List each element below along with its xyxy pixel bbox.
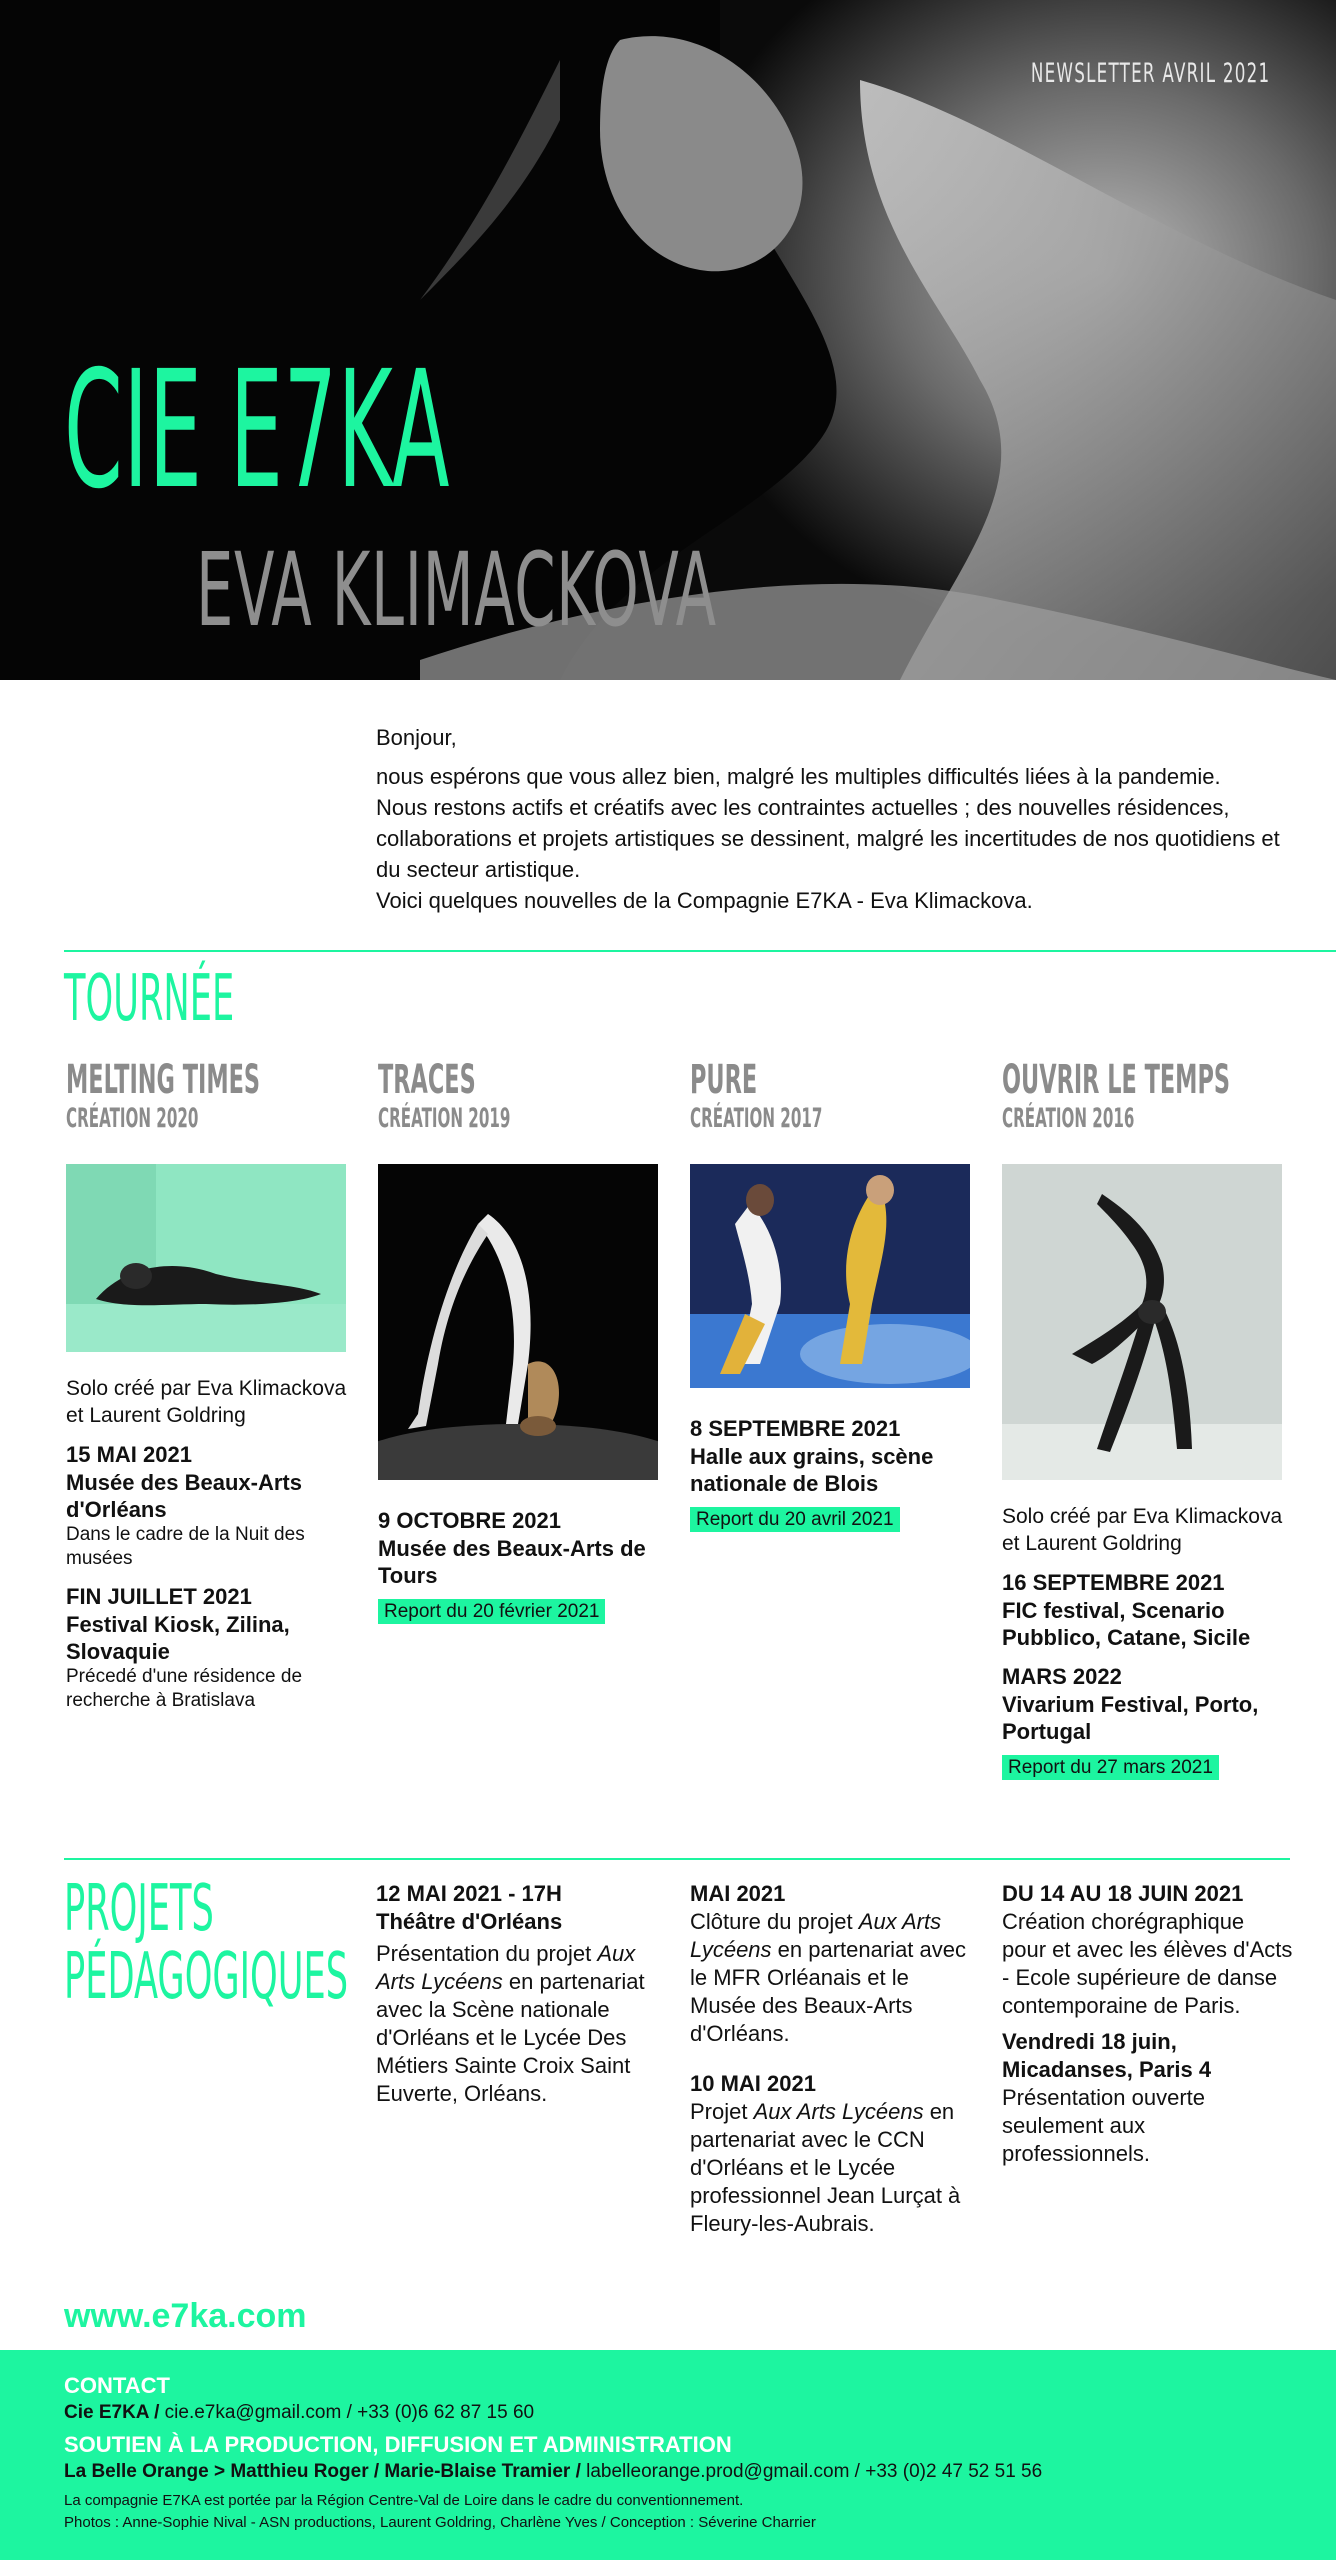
project-text: Présentation du projet Aux Arts Lycéens en partenariat avec la Scène nationale d'Orléans et le Lycée Des Métiers Sainte Croix Saint Euverte, Orléans. bbox=[376, 1941, 645, 2106]
project-column bbox=[1002, 1880, 1294, 2168]
event-venue: Halle aux grains, scène nationale de Blois bbox=[690, 1444, 934, 1496]
show-description: Solo créé par Eva Klimackova et Laurent Goldring bbox=[1002, 1505, 1283, 1555]
event-venue: FIC festival, Scenario Pubblico, Catane, Sicile bbox=[1002, 1598, 1251, 1650]
project-text: Création chorégraphique pour et avec les élèves d'Acts - Ecole supérieure de danse contemporaine de Paris. bbox=[1002, 1909, 1293, 2018]
contact-line: Cie E7KA / cie.e7ka@gmail.com / +33 (0)6 62 87 15 60 bbox=[64, 2402, 535, 2423]
show-ouvrir-le-temps bbox=[1002, 1058, 1284, 1780]
projects-title-line: PROJETS bbox=[64, 1872, 214, 1946]
photo-credits: Photos : Anne-Sophie Nival - ASN productions, Laurent Goldring, Charlène Yves / Conception : Séverine Charrier bbox=[64, 2514, 816, 2531]
project-text: Clôture du projet Aux Arts Lycéens en partenariat avec le MFR Orléanais et le Musée des Beaux-Arts d'Orléans. bbox=[690, 1909, 967, 2046]
support-line: La Belle Orange > Matthieu Roger / Marie-Blaise Tramier / labelleorange.prod@gmail.com / +33 (0)2 47 52 51 56 bbox=[64, 2461, 1043, 2482]
divider bbox=[64, 1858, 1290, 1860]
support-details[interactable]: labelleorange.prod@gmail.com / +33 (0)2 47 52 51 56 bbox=[580, 2461, 1043, 2482]
show-traces bbox=[378, 1058, 660, 1624]
newsletter-date: NEWSLETTER AVRIL 2021 bbox=[1030, 58, 1270, 89]
intro-line: Voici quelques nouvelles de la Compagnie E7KA - Eva Klimackova. bbox=[376, 888, 1033, 913]
website-link[interactable]: www.e7ka.com bbox=[64, 2297, 307, 2335]
contact-heading: CONTACT bbox=[64, 2373, 170, 2398]
show-melting-times bbox=[66, 1058, 348, 1713]
show-description: Solo créé par Eva Klimackova et Laurent Goldring bbox=[66, 1377, 347, 1427]
show-creation: CRÉATION 2016 bbox=[1002, 1103, 1135, 1134]
project-title: Théâtre d'Orléans bbox=[376, 1909, 563, 1934]
project-date: 10 MAI 2021 bbox=[690, 2071, 816, 2096]
hero-banner bbox=[0, 0, 1336, 680]
project-text: Projet Aux Arts Lycéens en partenariat avec le CCN d'Orléans et le Lycée professionnel Jean Lurçat à Fleury-les-Aubrais. bbox=[690, 2099, 961, 2236]
ouvrir-le-temps-photo bbox=[1002, 1164, 1282, 1480]
intro-line: nous espérons que vous allez bien, malgré les multiples difficultés liées à la pandemie. bbox=[376, 764, 1221, 789]
project-column bbox=[690, 1880, 980, 2238]
event-date: 9 OCTOBRE 2021 bbox=[378, 1508, 562, 1533]
footer bbox=[0, 2350, 1336, 2560]
intro-text bbox=[376, 722, 1296, 916]
report-badge: Report du 20 février 2021 bbox=[378, 1599, 605, 1624]
support-heading: SOUTIEN À LA PRODUCTION, DIFFUSION ET ADMINISTRATION bbox=[64, 2432, 732, 2457]
event-venue: Musée des Beaux-Arts de Tours bbox=[378, 1536, 646, 1588]
event-venue: Vivarium Festival, Porto, Portugal bbox=[1002, 1692, 1259, 1744]
event-date: 15 MAI 2021 bbox=[66, 1442, 192, 1467]
project-date: MAI 2021 bbox=[690, 1881, 786, 1906]
intro-line: Nous restons actifs et créatifs avec les contraintes actuelles ; des nouvelles résidences, collaborations et projets artistiques se dessinent, malgré les incertitudes de nos quotidiens et du secteur artistique. bbox=[376, 795, 1280, 882]
show-title: TRACES bbox=[378, 1057, 476, 1103]
report-badge: Report du 27 mars 2021 bbox=[1002, 1755, 1219, 1780]
tour-section-title: TOURNÉE bbox=[64, 962, 235, 1036]
show-creation: CRÉATION 2017 bbox=[690, 1103, 823, 1134]
projects-section-title bbox=[64, 1872, 349, 2014]
event-note: Précedé d'une résidence de recherche à Bratislava bbox=[66, 1666, 303, 1711]
melting-times-photo bbox=[66, 1164, 346, 1352]
event-date: FIN JUILLET 2021 bbox=[66, 1584, 252, 1609]
event-date: 16 SEPTEMBRE 2021 bbox=[1002, 1570, 1225, 1595]
project-column bbox=[376, 1880, 666, 2108]
project-date: 12 MAI 2021 - 17H bbox=[376, 1881, 562, 1906]
contact-details[interactable]: cie.e7ka@gmail.com / +33 (0)6 62 87 15 60 bbox=[159, 2402, 535, 2423]
project-title: Vendredi 18 juin, Micadanses, Paris 4 bbox=[1002, 2029, 1212, 2082]
event-venue: Musée des Beaux-Arts d'Orléans bbox=[66, 1470, 302, 1522]
projects-title-line: PÉDAGOGIQUES bbox=[64, 1939, 349, 2014]
event-note: Dans le cadre de la Nuit des musées bbox=[66, 1524, 305, 1569]
divider bbox=[64, 950, 1336, 952]
show-title: PURE bbox=[690, 1057, 758, 1103]
project-text: Présentation ouverte seulement aux professionnels. bbox=[1002, 2085, 1206, 2166]
show-creation: CRÉATION 2020 bbox=[66, 1103, 199, 1134]
event-date: MARS 2022 bbox=[1002, 1664, 1122, 1689]
event-date: 8 SEPTEMBRE 2021 bbox=[690, 1416, 901, 1441]
show-creation: CRÉATION 2019 bbox=[378, 1103, 511, 1134]
company-title: CIE E7KA bbox=[64, 337, 451, 525]
report-badge: Report du 20 avril 2021 bbox=[690, 1507, 900, 1532]
legal-note: La compagnie E7KA est portée par la Région Centre-Val de Loire dans le cadre du conventionnement. bbox=[64, 2492, 744, 2509]
show-title: OUVRIR LE TEMPS bbox=[1002, 1057, 1230, 1103]
artist-name: EVA KLIMACKOVA bbox=[196, 531, 717, 650]
pure-photo bbox=[690, 1164, 970, 1388]
show-pure bbox=[690, 1058, 972, 1532]
traces-photo bbox=[378, 1164, 658, 1480]
show-title: MELTING TIMES bbox=[66, 1057, 261, 1103]
project-date: DU 14 AU 18 JUIN 2021 bbox=[1002, 1881, 1244, 1906]
event-venue: Festival Kiosk, Zilina, Slovaquie bbox=[66, 1612, 290, 1664]
intro-greeting: Bonjour, bbox=[376, 725, 457, 750]
